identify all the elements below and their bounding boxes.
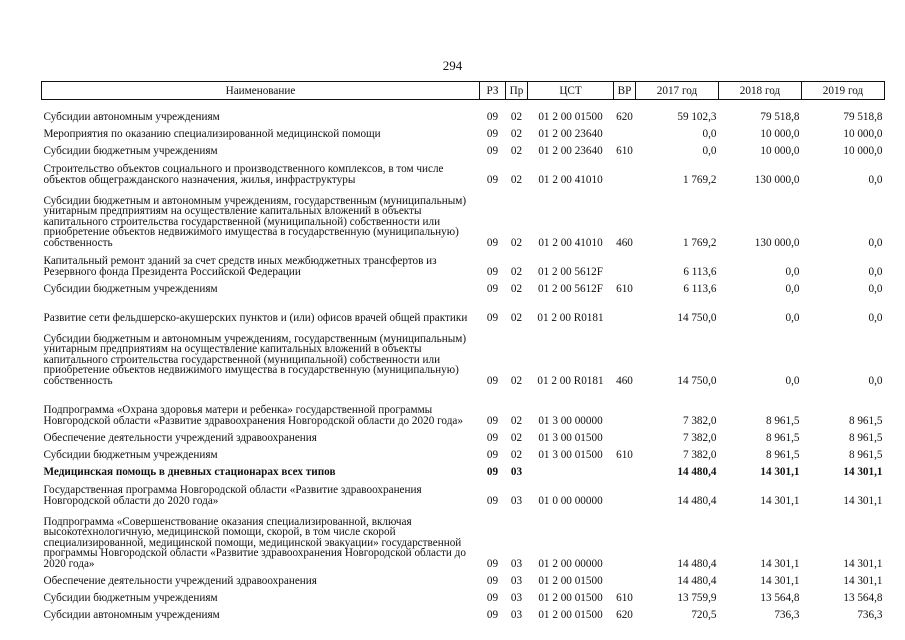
row-pr: 02 bbox=[510, 110, 523, 123]
row-name: Обеспечение деятельности учреждений здравоохранения bbox=[43, 574, 317, 587]
row-rz: 09 bbox=[486, 591, 499, 604]
row-vr: 460 bbox=[616, 236, 633, 249]
row-name: Развитие сети фельдшерско-акушерских пунктов и (или) офисов врачей общей практики bbox=[43, 311, 468, 324]
header-name: Наименование bbox=[42, 82, 480, 100]
row-vr: 620 bbox=[616, 110, 633, 123]
row-cst: 01 2 00 23640 bbox=[538, 127, 603, 140]
row-rz: 09 bbox=[486, 311, 499, 324]
row-rz: 09 bbox=[486, 127, 499, 140]
table-row bbox=[42, 323, 885, 386]
header-2018: 2018 год bbox=[719, 82, 802, 100]
row-value-2017: 0,0 bbox=[702, 144, 717, 157]
row-value-2017: 0,0 bbox=[702, 127, 717, 140]
row-name: Подпрограмма «Охрана здоровья матери и ребенка» государственной программы Новгородской области «Развитие здравоохранения Новгородской области до 2020 года» bbox=[43, 404, 463, 427]
row-rz: 09 bbox=[486, 574, 499, 587]
row-pr: 02 bbox=[510, 311, 523, 324]
row-cst: 01 0 00 00000 bbox=[538, 494, 603, 507]
row-value-2018: 14 301,1 bbox=[760, 574, 800, 587]
row-rz: 09 bbox=[486, 265, 499, 278]
row-value-2019: 0,0 bbox=[868, 265, 883, 278]
row-value-2018: 14 301,1 bbox=[760, 494, 800, 507]
row-value-2019: 10 000,0 bbox=[843, 144, 883, 157]
row-rz: 09 bbox=[486, 173, 499, 186]
row-vr: 610 bbox=[616, 282, 633, 295]
table-row bbox=[42, 460, 885, 477]
row-name: Государственная программа Новгородской области «Развитие здравоохранения Новгородской области до 2020 года» bbox=[43, 484, 422, 507]
row-vr: 610 bbox=[616, 448, 633, 461]
row-value-2018: 10 000,0 bbox=[760, 127, 800, 140]
header-2017: 2017 год bbox=[636, 82, 719, 100]
row-cst: 01 3 00 00000 bbox=[538, 414, 603, 427]
header-2019: 2019 год bbox=[802, 82, 885, 100]
header-vr: ВР bbox=[614, 82, 636, 100]
table-row bbox=[42, 139, 885, 156]
row-rz: 09 bbox=[486, 282, 499, 295]
row-value-2017: 59 102,3 bbox=[677, 110, 717, 123]
row-rz: 09 bbox=[486, 414, 499, 427]
row-value-2017: 7 382,0 bbox=[682, 448, 717, 461]
row-value-2018: 736,3 bbox=[774, 608, 800, 621]
table-row bbox=[42, 426, 885, 443]
row-value-2018: 0,0 bbox=[785, 311, 800, 324]
row-vr bbox=[614, 426, 636, 443]
row-pr: 03 bbox=[510, 591, 523, 604]
row-cst: 01 2 00 00000 bbox=[538, 557, 603, 570]
row-rz: 09 bbox=[486, 494, 499, 507]
row-value-2017: 14 480,4 bbox=[677, 465, 717, 478]
row-value-2019: 14 301,1 bbox=[843, 557, 883, 570]
row-pr: 02 bbox=[510, 282, 523, 295]
row-value-2019: 13 564,8 bbox=[843, 591, 883, 604]
row-rz: 09 bbox=[486, 465, 499, 478]
table-row bbox=[42, 294, 885, 323]
row-vr: 620 bbox=[616, 608, 633, 621]
row-cst: 01 2 00 5612F bbox=[538, 282, 603, 295]
row-value-2019: 8 961,5 bbox=[848, 431, 883, 444]
row-value-2019: 8 961,5 bbox=[848, 448, 883, 461]
row-vr bbox=[614, 248, 636, 277]
row-value-2018: 8 961,5 bbox=[765, 448, 800, 461]
row-value-2018: 13 564,8 bbox=[760, 591, 800, 604]
row-value-2017: 13 759,9 bbox=[677, 591, 717, 604]
budget-table bbox=[41, 81, 885, 620]
row-rz: 09 bbox=[486, 608, 499, 621]
row-rz: 09 bbox=[486, 557, 499, 570]
row-name: Медицинская помощь в дневных стационарах всех типов bbox=[43, 465, 336, 478]
row-value-2019: 0,0 bbox=[868, 311, 883, 324]
row-value-2019: 736,3 bbox=[857, 608, 883, 621]
table-row bbox=[42, 506, 885, 569]
table-row bbox=[42, 277, 885, 294]
row-name: Мероприятия по оказанию специализированной медицинской помощи bbox=[43, 127, 381, 140]
row-pr: 02 bbox=[510, 236, 523, 249]
row-value-2019: 0,0 bbox=[868, 282, 883, 295]
row-name: Субсидии бюджетным и автономным учреждениям, государственным (муниципальным) унитарным предприятиям на осуществление капитальных вложений в объекты капитального строительства государственной (муниципальной) собственности или приобретение объектов недвижимого имущества в государственную (муниципальную) собственность bbox=[43, 194, 467, 249]
row-cst: 01 3 00 01500 bbox=[538, 431, 603, 444]
table-row bbox=[42, 443, 885, 460]
row-value-2018: 14 301,1 bbox=[760, 465, 800, 478]
table-row bbox=[42, 603, 885, 620]
row-name: Субсидии бюджетным и автономным учреждениям, государственным (муниципальным) унитарным предприятиям на осуществление капитальных вложений в объекты капитального строительства государственной (муниципальной) собственности или приобретение объектов недвижимого имущества в государственную (муниципальную) собственность bbox=[43, 332, 467, 387]
row-cst: 01 2 00 R0181 bbox=[537, 311, 604, 324]
row-vr bbox=[614, 477, 636, 506]
row-cst: 01 2 00 01500 bbox=[538, 110, 603, 123]
row-value-2017: 14 480,4 bbox=[677, 494, 717, 507]
row-pr: 02 bbox=[510, 265, 523, 278]
row-vr bbox=[614, 294, 636, 323]
row-value-2017: 720,5 bbox=[691, 608, 717, 621]
table-row bbox=[42, 156, 885, 185]
row-vr bbox=[614, 569, 636, 586]
row-pr: 03 bbox=[510, 574, 523, 587]
header-cst: ЦСТ bbox=[528, 82, 614, 100]
row-value-2018: 0,0 bbox=[785, 374, 800, 387]
row-value-2017: 7 382,0 bbox=[682, 414, 717, 427]
row-rz: 09 bbox=[486, 110, 499, 123]
row-pr: 02 bbox=[510, 414, 523, 427]
row-name: Субсидии бюджетным учреждениям bbox=[43, 448, 218, 461]
row-cst: 01 2 00 23640 bbox=[538, 144, 603, 157]
row-cst: 01 2 00 R0181 bbox=[537, 374, 604, 387]
row-value-2017: 6 113,6 bbox=[683, 265, 717, 278]
row-value-2019: 0,0 bbox=[868, 173, 883, 186]
row-name: Субсидии бюджетным учреждениям bbox=[43, 144, 218, 157]
row-cst: 01 2 00 01500 bbox=[538, 591, 603, 604]
row-vr: 610 bbox=[616, 144, 633, 157]
row-rz: 09 bbox=[486, 144, 499, 157]
row-cst: 01 2 00 5612F bbox=[538, 265, 603, 278]
row-cst: 01 2 00 41010 bbox=[538, 236, 603, 249]
row-rz: 09 bbox=[486, 448, 499, 461]
row-rz: 09 bbox=[486, 431, 499, 444]
row-name: Субсидии бюджетным учреждениям bbox=[43, 591, 218, 604]
row-vr bbox=[614, 386, 636, 426]
row-value-2019: 79 518,8 bbox=[843, 110, 883, 123]
row-vr bbox=[614, 156, 636, 185]
row-value-2019: 14 301,1 bbox=[843, 465, 883, 478]
row-value-2017: 6 113,6 bbox=[683, 282, 717, 295]
header-rz: РЗ bbox=[480, 82, 506, 100]
row-rz: 09 bbox=[486, 374, 499, 387]
row-value-2017: 14 480,4 bbox=[677, 557, 717, 570]
row-value-2018: 8 961,5 bbox=[765, 431, 800, 444]
page-number: 294 bbox=[442, 58, 463, 73]
header-pr: Пр bbox=[506, 82, 528, 100]
row-value-2017: 1 769,2 bbox=[682, 173, 717, 186]
row-vr bbox=[614, 122, 636, 139]
row-value-2018: 130 000,0 bbox=[754, 173, 800, 186]
row-value-2018: 0,0 bbox=[785, 282, 800, 295]
row-value-2018: 14 301,1 bbox=[760, 557, 800, 570]
row-cst: 01 3 00 01500 bbox=[538, 448, 603, 461]
table-row bbox=[42, 185, 885, 248]
row-pr: 03 bbox=[510, 465, 523, 478]
row-value-2017: 14 480,4 bbox=[677, 574, 717, 587]
row-pr: 02 bbox=[510, 448, 523, 461]
row-value-2019: 0,0 bbox=[868, 374, 883, 387]
row-name: Строительство объектов социального и производственного комплексов, в том числе объектов общегражданского назначения, жилья, инфраструктуры bbox=[43, 163, 444, 186]
row-vr bbox=[614, 506, 636, 569]
table-row bbox=[42, 586, 885, 603]
row-cst: 01 2 00 41010 bbox=[538, 173, 603, 186]
row-pr: 03 bbox=[510, 494, 523, 507]
row-value-2019: 14 301,1 bbox=[843, 494, 883, 507]
row-cst bbox=[528, 460, 614, 477]
row-value-2019: 10 000,0 bbox=[843, 127, 883, 140]
row-value-2017: 7 382,0 bbox=[682, 431, 717, 444]
row-name: Субсидии автономным учреждениям bbox=[43, 110, 220, 123]
row-value-2017: 14 750,0 bbox=[677, 311, 717, 324]
row-value-2018: 0,0 bbox=[785, 265, 800, 278]
row-value-2018: 130 000,0 bbox=[754, 236, 800, 249]
table-header-row bbox=[42, 82, 885, 100]
row-rz: 09 bbox=[486, 236, 499, 249]
row-name: Обеспечение деятельности учреждений здравоохранения bbox=[43, 431, 317, 444]
row-value-2019: 0,0 bbox=[868, 236, 883, 249]
row-pr: 03 bbox=[510, 608, 523, 621]
row-vr: 460 bbox=[616, 374, 633, 387]
row-value-2019: 8 961,5 bbox=[848, 414, 883, 427]
row-pr: 03 bbox=[510, 557, 523, 570]
row-name: Капитальный ремонт зданий за счет средств иных межбюджетных трансфертов из Резервного фонда Президента Российской Федерации bbox=[43, 255, 437, 278]
row-name: Субсидии бюджетным учреждениям bbox=[43, 282, 218, 295]
row-value-2019: 14 301,1 bbox=[843, 574, 883, 587]
row-cst: 01 2 00 01500 bbox=[538, 574, 603, 587]
row-name: Подпрограмма «Совершенствование оказания специализированной, включая высокотехнологичную, медицинской помощи, скорой, в том числе скорой специализированной, медицинской помощи, медицинской эвакуации» государственной программы Новгородской области «Развитие здравоохранения Новгородской области до 2020 года» bbox=[43, 515, 466, 570]
row-name: Субсидии автономным учреждениям bbox=[43, 608, 220, 621]
table-row bbox=[42, 477, 885, 506]
table-row bbox=[42, 386, 885, 426]
row-pr: 02 bbox=[510, 127, 523, 140]
row-pr: 02 bbox=[510, 431, 523, 444]
row-vr: 610 bbox=[616, 591, 633, 604]
row-pr: 02 bbox=[510, 144, 523, 157]
row-value-2018: 8 961,5 bbox=[765, 414, 800, 427]
table-row bbox=[42, 122, 885, 139]
table-row bbox=[42, 105, 885, 122]
row-value-2018: 79 518,8 bbox=[760, 110, 800, 123]
row-value-2017: 14 750,0 bbox=[677, 374, 717, 387]
row-value-2017: 1 769,2 bbox=[682, 236, 717, 249]
row-value-2018: 10 000,0 bbox=[760, 144, 800, 157]
table-row bbox=[42, 569, 885, 586]
row-vr bbox=[614, 460, 636, 477]
row-cst: 01 2 00 01500 bbox=[538, 608, 603, 621]
table-row bbox=[42, 248, 885, 277]
row-pr: 02 bbox=[510, 374, 523, 387]
row-pr: 02 bbox=[510, 173, 523, 186]
